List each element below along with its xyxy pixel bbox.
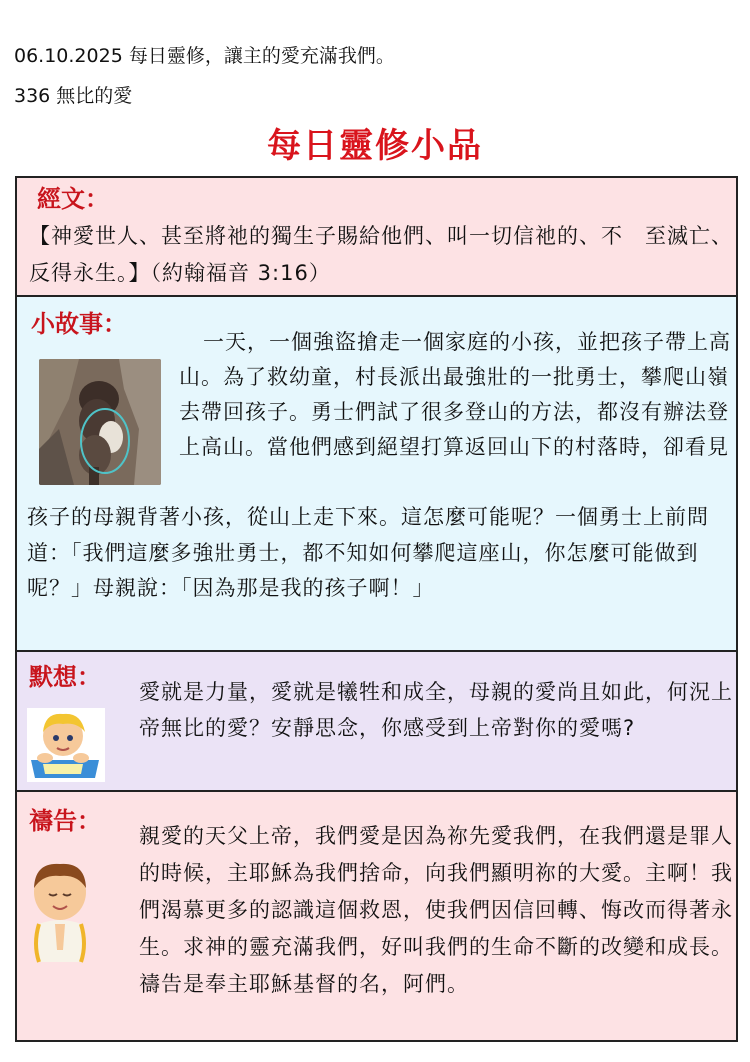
mother-carrying-child-photo — [39, 359, 161, 485]
scripture-label: 經文： — [37, 185, 109, 213]
story-continued-text: 孩子的母親背著小孩，從山上走下來。這怎麼可能呢？一個勇士上前問道：「我們這麼多強壯勇士，都不知如何攀爬這座山，你怎麼可能做到呢？」母親說：「因為那是我的孩子啊！」 — [27, 505, 709, 600]
story-label: 小故事： — [31, 310, 127, 338]
prayer-section — [15, 790, 738, 1042]
story-lead-text: 一天，一個強盜搶走一個家庭的小孩，並把孩子帶上高山。為了救幼童，村長派出最強壯的一批勇士，攀爬山嶺去帶回孩子。勇士們試了很多登山的方法，都沒有辦法登上高山。當他們感到絕望打算返回山下的村落時，卻看見 — [179, 330, 731, 459]
prayer-text: 親愛的天父上帝，我們愛是因為祢先愛我們，在我們還是罪人的時候，主耶穌為我們捨命，向我們顯明祢的大愛。主啊！我們渴慕更多的認識這個救恩，使我們因信回轉、悔改而得著永生。求神的靈充滿我們，好叫我們的生命不斷的改變和成長。禱告是奉主耶穌基督的名，阿們。 — [139, 824, 733, 996]
meditation-section — [15, 650, 738, 792]
scripture-text: 【神愛世人、甚至將祂的獨生子賜給他們、叫一切信祂的、不 至滅亡、反得永生。】（約翰福音 3:16） — [29, 224, 733, 285]
page-title: 每日靈修小品 — [267, 126, 483, 166]
prayer-label: 禱告： — [29, 807, 101, 835]
story-section — [15, 295, 738, 652]
hymn-heading: 336 無比的愛 — [14, 85, 133, 107]
praying-child-clipart — [25, 858, 95, 964]
scripture-section — [15, 176, 738, 297]
child-reading-clipart — [23, 702, 109, 786]
meditation-text: 愛就是力量，愛就是犧牲和成全，母親的愛尚且如此，何況上帝無比的愛？安靜思念，你感受到上帝對你的愛嗎? — [139, 680, 733, 740]
meditation-label: 默想： — [29, 663, 101, 691]
date-heading: 06.10.2025 每日靈修，讓主的愛充滿我們。 — [14, 45, 395, 67]
